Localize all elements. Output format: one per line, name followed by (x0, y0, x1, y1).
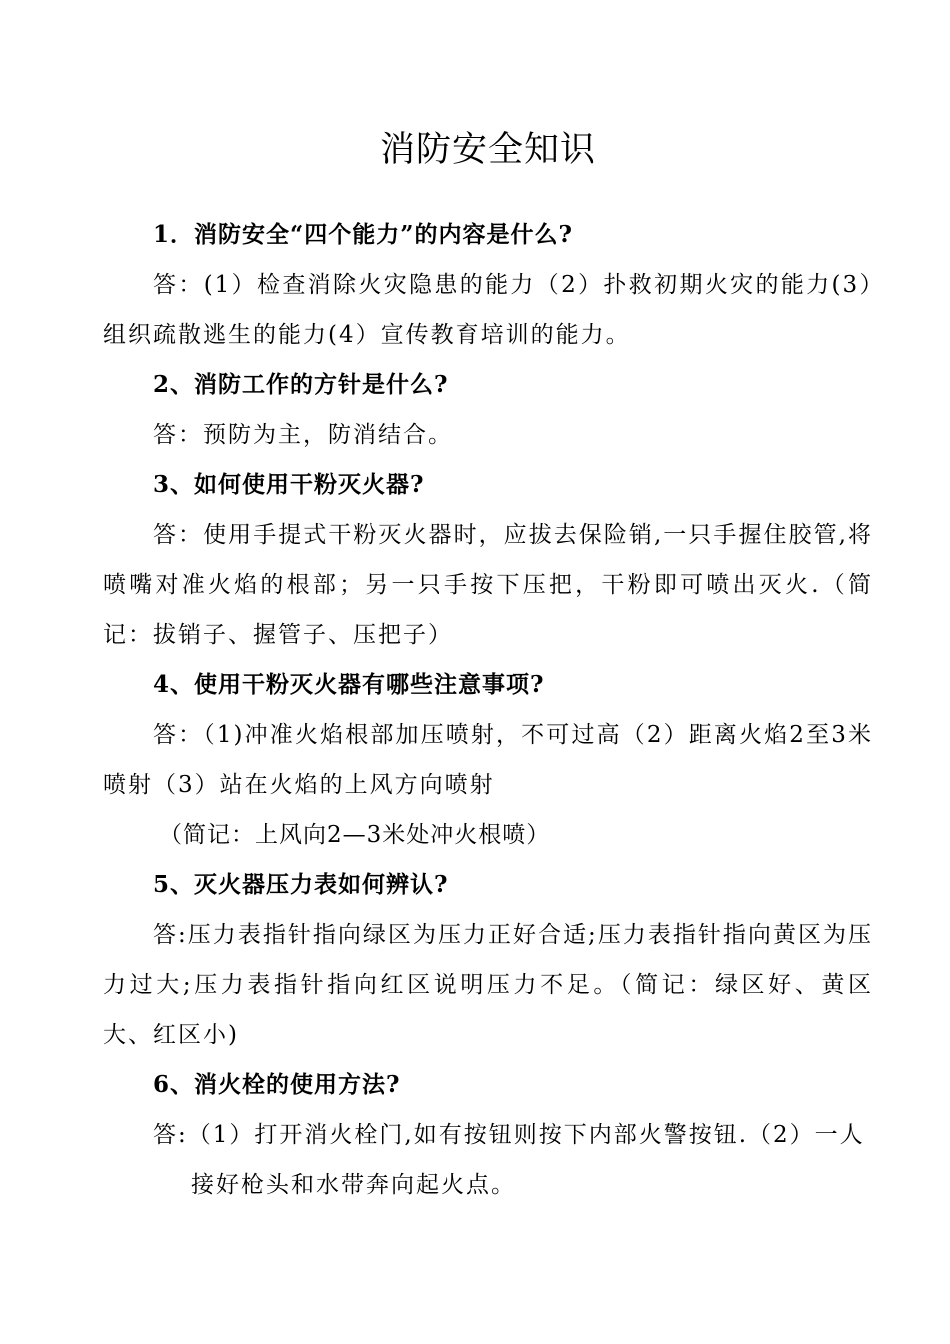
qa-item-6 (103, 1060, 873, 1210)
question-2: 2、消防工作的方针是什么? (153, 371, 449, 398)
answer-5: 答:压力表指针指向绿区为压力正好合适;压力表指针指向黄区为压力过大;压力表指针指向红区说明压力不足。（简记：绿区好、黄区大、红区小) (103, 922, 873, 1048)
question-3: 3、如何使用干粉灭火器? (153, 471, 425, 498)
qa-item-4 (103, 660, 873, 860)
document-title: 消防安全知识 (379, 130, 596, 170)
qa-item-2 (103, 360, 873, 460)
answer-6: 答:（1）打开消火栓门,如有按钮则按下内部火警按钮.（2）一人接好枪头和水带奔向起火点。 (153, 1122, 865, 1198)
answer-2: 答：预防为主，防消结合。 (153, 422, 453, 448)
question-1: 1．消防安全“四个能力”的内容是什么? (153, 221, 573, 248)
answer-1: 答：(1）检查消除火灾隐患的能力（2）扑救初期火灾的能力(3）组织疏散逃生的能力(4）宣传教育培训的能力。 (103, 272, 873, 348)
qa-item-1 (103, 210, 873, 360)
answer-4: 答：（1)冲准火焰根部加压喷射，不可过高（2）距离火焰2至3米喷射（3）站在火焰的上风方向喷射 (103, 722, 873, 798)
qa-item-5 (103, 860, 873, 1060)
question-4: 4、使用干粉灭火器有哪些注意事项? (153, 671, 545, 698)
note-4: （简记：上风向2—3米处冲火根喷） (159, 822, 551, 848)
qa-list (103, 210, 873, 1210)
qa-item-3 (103, 460, 873, 660)
question-6: 6、消火栓的使用方法? (153, 1071, 401, 1098)
document-page (103, 120, 873, 1210)
question-5: 5、灭火器压力表如何辨认? (153, 871, 449, 898)
answer-3: 答：使用手提式干粉灭火器时，应拔去保险销,一只手握住胶管,将喷嘴对准火焰的根部；另一只手按下压把，干粉即可喷出灭火.（简记：拔销子、握管子、压把子） (103, 522, 873, 648)
